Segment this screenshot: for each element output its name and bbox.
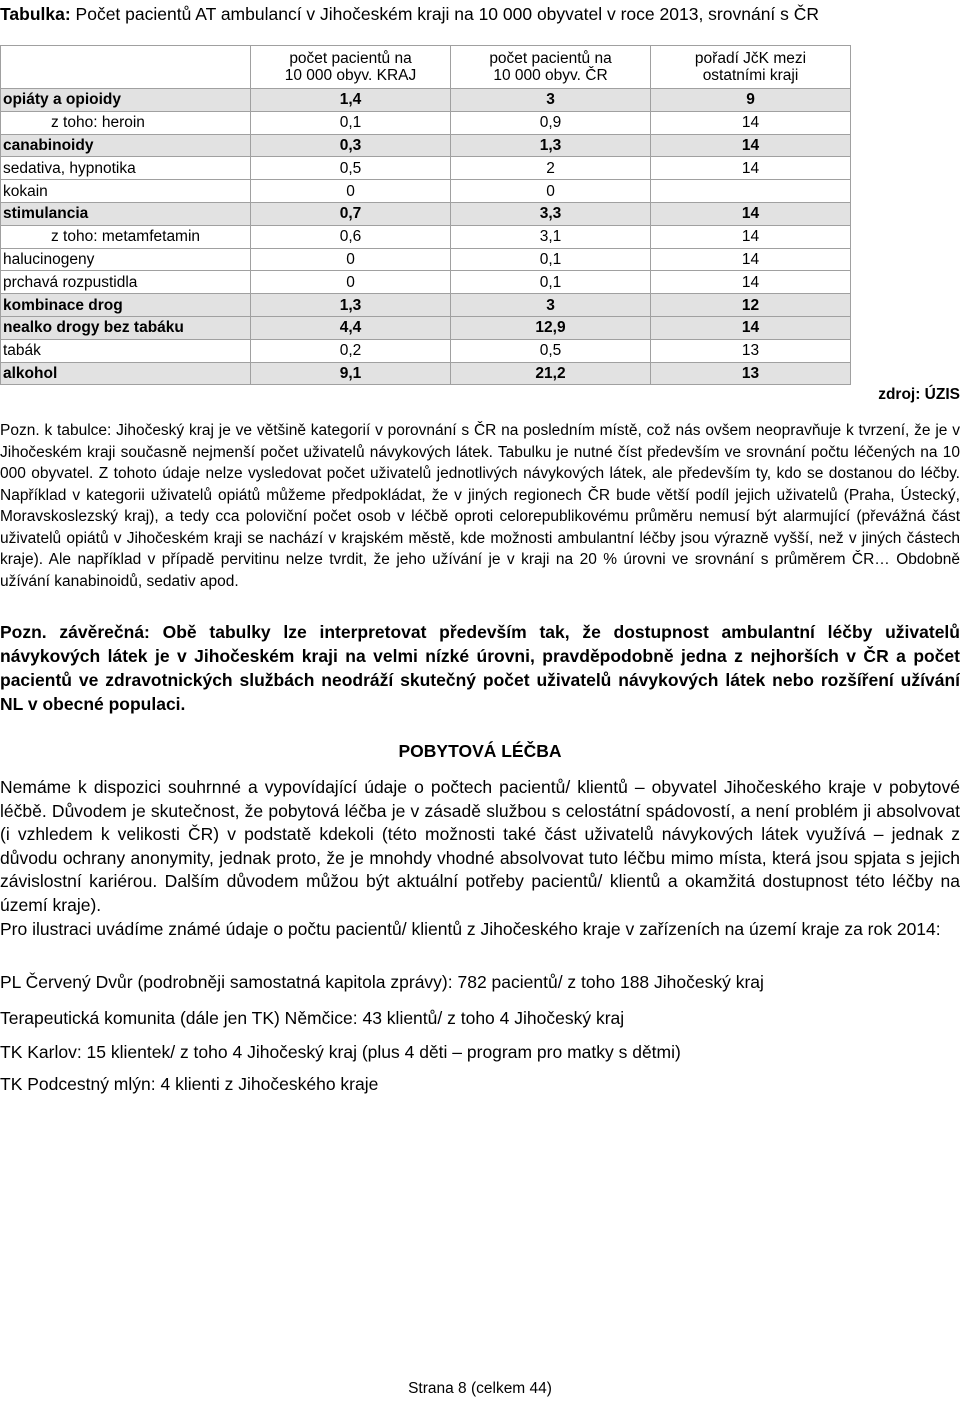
table-row (1, 271, 851, 294)
header-rank-line2: ostatními kraji (702, 67, 799, 84)
table-row (1, 339, 851, 362)
cell-kraj: 0 (251, 180, 451, 203)
cell-kraj: 0,7 (251, 202, 451, 225)
cell-cr: 0,9 (451, 111, 651, 134)
cell-cr: 3,3 (451, 202, 651, 225)
table-row (1, 362, 851, 385)
row-label: tabák (1, 339, 251, 362)
row-label: canabinoidy (1, 134, 251, 157)
page-number: Strana 8 (celkem 44) (408, 1380, 552, 1397)
caption-lead: Tabulka: (0, 4, 71, 24)
section-title: POBYTOVÁ LÉČBA (398, 741, 562, 761)
table-row (1, 111, 851, 134)
cell-cr: 1,3 (451, 134, 651, 157)
conclusion-text: závěrečná: Obě tabulky lze interpretovat především tak, že dostupnost ambulantní léčby uživatelů návykových látek je v Jihočeském kraji na velmi nízké úrovni, pravděpodobně jedna z nejhorších v ČR a počet pacientů ve zdravotnických službách neodráží skutečný počet uživatelů návykových látek nebo rozšíření užívání NL v obecné populaci. (0, 622, 960, 714)
conclusion-note (0, 620, 960, 716)
cell-kraj: 4,4 (251, 316, 451, 339)
row-label: halucinogeny (1, 248, 251, 271)
cell-cr: 3 (451, 89, 651, 112)
cell-kraj: 1,3 (251, 294, 451, 317)
cell-cr: 21,2 (451, 362, 651, 385)
cell-rank: 13 (651, 339, 851, 362)
cell-cr: 0,1 (451, 248, 651, 271)
cell-kraj: 1,4 (251, 89, 451, 112)
cell-cr: 3 (451, 294, 651, 317)
table-row (1, 134, 851, 157)
cell-kraj: 0,1 (251, 111, 451, 134)
facility-line: Terapeutická komunita (dále jen TK) Němčice: 43 klientů/ z toho 4 Jihočeský kraj (0, 1008, 625, 1028)
cell-rank: 14 (651, 111, 851, 134)
row-label: opiáty a opioidy (1, 89, 251, 112)
cell-rank: 14 (651, 248, 851, 271)
table-row (1, 202, 851, 225)
cell-kraj: 0 (251, 248, 451, 271)
header-rank (651, 46, 851, 89)
paragraph: Nemáme k dispozici souhrnné a vypovídající údaje o počtech pacientů/ klientů – obyvatel Jihočeského kraje v pobytové léčbě. Důvodem je skutečnost, že pobytová léčba je v zásadě službou s celostátní spádovostí, a není problém ji absolvovat (i vzhledem k velikosti ČR) v podstatě kdekoli (této možnosti také část uživatelů návykových látek využívá – jednak z důvodu ochrany anonymity, jednak proto, že je mnohdy vhodné absolvovat tuto léčbu mimo místa, která jsou spjata s jejich závislostní kariérou. Dalším důvodem můžou být aktuální potřeby pacientů/ klientů a okamžitá dostupnost této léčby na území kraje). (0, 777, 960, 915)
header-kraj-line2: 10 000 obyv. KRAJ (284, 67, 417, 84)
header-rank-line1: pořadí JčK mezi (694, 50, 807, 67)
paragraph: Pro ilustraci uvádíme známé údaje o počtu pacientů/ klientů z Jihočeského kraje v zařízeních na území kraje za rok 2014: (0, 919, 941, 939)
header-cr (451, 46, 651, 89)
cell-rank: 14 (651, 202, 851, 225)
source-note: zdroj: ÚZIS (878, 386, 960, 403)
cell-rank: 9 (651, 89, 851, 112)
facility-line: TK Karlov: 15 klientek/ z toho 4 Jihočeský kraj (plus 4 děti – program pro matky s dětmi) (0, 1042, 681, 1062)
table-row (1, 180, 851, 203)
table-header-row (1, 46, 851, 89)
row-label: alkohol (1, 362, 251, 385)
table-row (1, 225, 851, 248)
cell-kraj: 0,3 (251, 134, 451, 157)
row-label: sedativa, hypnotika (1, 157, 251, 180)
cell-cr: 2 (451, 157, 651, 180)
cell-rank: 14 (651, 225, 851, 248)
header-kraj (251, 46, 451, 89)
header-cr-line1: počet pacientů na (489, 50, 612, 67)
cell-rank: 12 (651, 294, 851, 317)
table-row (1, 89, 851, 112)
table-row (1, 294, 851, 317)
cell-cr: 12,9 (451, 316, 651, 339)
cell-kraj: 0,5 (251, 157, 451, 180)
cell-kraj: 0,2 (251, 339, 451, 362)
row-label: stimulancia (1, 202, 251, 225)
conclusion-lead: Pozn. (0, 622, 60, 642)
row-label: kokain (1, 180, 251, 203)
row-label: z toho: heroin (1, 111, 251, 134)
facility-line: PL Červený Dvůr (podrobněji samostatná kapitola zprávy): 782 pacientů/ z toho 188 Jihočeský kraj (0, 972, 764, 992)
header-cr-line2: 10 000 obyv. ČR (493, 67, 608, 84)
table-row (1, 157, 851, 180)
cell-kraj: 9,1 (251, 362, 451, 385)
cell-rank: 14 (651, 271, 851, 294)
header-blank-cell (1, 46, 251, 89)
cell-kraj: 0,6 (251, 225, 451, 248)
cell-rank: 14 (651, 134, 851, 157)
cell-kraj: 0 (251, 271, 451, 294)
patients-table (0, 45, 851, 385)
cell-cr: 0,5 (451, 339, 651, 362)
header-kraj-line1: počet pacientů na (289, 50, 412, 67)
table-row (1, 316, 851, 339)
row-label: kombinace drog (1, 294, 251, 317)
caption-text: Počet pacientů AT ambulancí v Jihočeském kraji na 10 000 obyvatel v roce 2013, srovnání s ČR (70, 4, 820, 24)
row-label: nealko drogy bez tabáku (1, 316, 251, 339)
cell-rank (651, 180, 851, 203)
table-row (1, 248, 851, 271)
facility-line: TK Podcestný mlýn: 4 klienti z Jihočeského kraje (0, 1074, 379, 1094)
cell-cr: 3,1 (451, 225, 651, 248)
cell-cr: 0,1 (451, 271, 651, 294)
row-label: prchavá rozpustidla (1, 271, 251, 294)
row-label: z toho: metamfetamin (1, 225, 251, 248)
cell-cr: 0 (451, 180, 651, 203)
cell-rank: 13 (651, 362, 851, 385)
table-note: Pozn. k tabulce: Jihočeský kraj je ve většině kategorií v porovnání s ČR na posledním místě, což nás ovšem neopravňuje k tvrzení, že je v Jihočeském kraji současně nejmenší počet uživatelů návykových látek. Tabulku je nutné číst především ve srovnání počtu léčených na 10 000 obyvatel. Z tohoto údaje nelze vysledovat počet uživatelů jednotlivých návykových látek, ale především ty, kdo se dostanou do léčby. Například v kategorii uživatelů opiátů můžeme předpokládat, že v jiných regionech ČR bude větší podíl jejich uživatelů (Praha, Ústecký, Moravskoslezský kraj), a tedy cca poloviční počet osob v léčbě oproti celorepublikovému průměru nemusí být alarmující (převážná část uživatelů opiátů v Jihočeském kraji se nachází v krajském městě, kde možnosti ambulantní léčby jsou výrazně vyšší, než v jiných částech kraje). Ale například v případě pervitinu nelze tvrdit, že jeho užívání je v kraji na 20 % úrovni ve srovnání s průměrem ČR… Obdobně užívání kanabinoidů, sedativ apod. (0, 422, 960, 590)
table-caption (0, 4, 819, 25)
cell-rank: 14 (651, 316, 851, 339)
cell-rank: 14 (651, 157, 851, 180)
